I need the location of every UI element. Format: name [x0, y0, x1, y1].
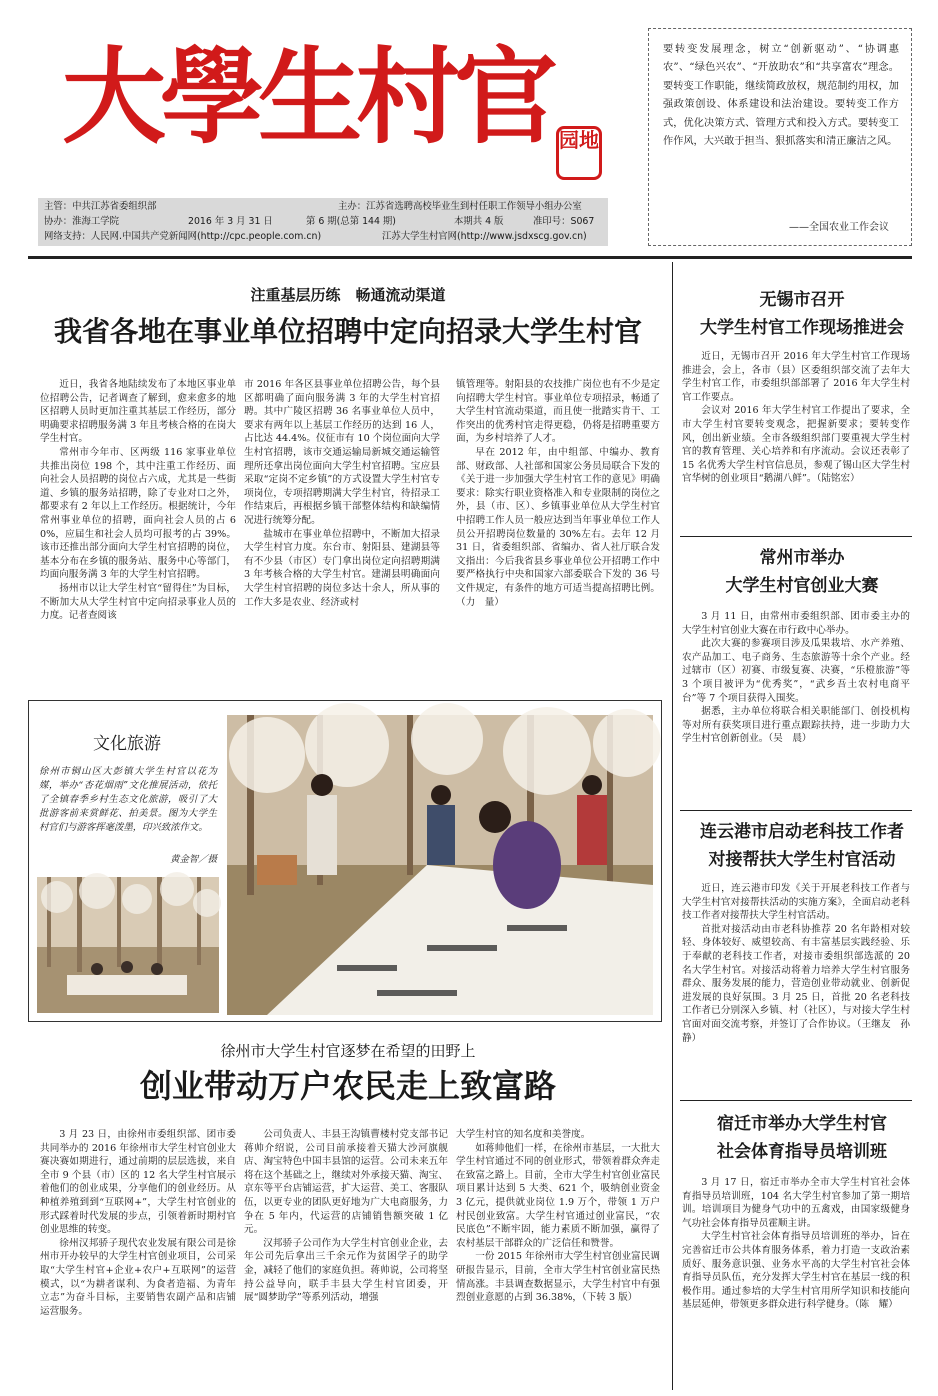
- info-network: 网络支持：人民网.中国共产党新闻网(http://cpc.people.com.cn): [44, 231, 322, 242]
- info-issue: 第 6 期(总第 144 期): [306, 216, 396, 227]
- lead-col2-p2: 盐城市在事业单位招聘中，不断加大招录大学生村官力度。东台市、射阳县、建湖县等有不少县（市区）专门拿出岗位定向招聘期满 3 年考核合格的大学生村官。建湖县明确面向大学生村官招聘的岗位多达十余人，所从事的工作大多是农业、经济或村: [244, 528, 440, 608]
- sidebar-divider: [672, 262, 673, 1390]
- lead-col-2: [244, 378, 440, 690]
- sidebar-2-p2: 此次大赛的参赛项目涉及瓜果栽培、水产养殖、农产品加工、电子商务、生态旅游等十余个产业。经过辖市（区）初赛、市级复赛、决赛，“乐橙旅游”等 3 个项目被评为“优秀奖”，“武乡吾土农村电商平台”等 7 个项目获得入围奖。: [682, 638, 910, 704]
- photo-feature: [28, 700, 662, 1022]
- info-organizer: 主办：江苏省选聘高校毕业生到村任职工作领导小组办公室: [338, 201, 582, 212]
- photo-caption: 徐州市铜山区大彭镇大学生村官以花为媒，举办“杏花烟雨”文化推展活动，依托了全镇春季乡村生态文化旅游，吸引了大批游客前来赏鲜花、拍美景。图为大学生村官们与游客挥毫泼墨，印兴致浓作文。: [39, 766, 217, 833]
- sidebar-4-title-2: 社会体育指导员培训班: [717, 1142, 887, 1162]
- info-date: 2016 年 3 月 31 日: [188, 216, 273, 227]
- lead-col-3: [456, 378, 660, 690]
- sidebar-2-p3: 据悉，主办单位将联合相关职能部门、创投机构等对所有获奖项目进行重点跟踪扶持，进一步助力大学生村官创新创业。（吴 晨）: [682, 706, 910, 745]
- sidebar-2-title-1: 常州市举办: [759, 548, 845, 568]
- quote-source: ——全国农业工作会议: [789, 222, 889, 233]
- second-col-2: [244, 1128, 448, 1388]
- second-col1-p1: 3 月 23 日，由徐州市委组织部、团市委共同举办的 2016 年徐州市大学生村官创业大赛决赛如期进行，通过前期的层层选拔，来自全市 9 个县（市）区的 12 名大学生村官展示着他们的创业成果，分享他们的创业经历。从种植养殖到到“互联网+”，大学生村官创业的形式踩着时代发展的步点，引领着新时期村官创业思维的转变。: [40, 1129, 236, 1236]
- info-reg: 准印号：S067: [533, 216, 595, 227]
- second-col3-p2: 如蒋帅他们一样，在徐州市基层，一大批大学生村官通过不同的创业形式，带领着群众奔走在致富之路上。目前，全市大学生村官创业富民项目累计达到 5 大类、621 个，吸纳创业资金 3 亿元，提供就业岗位 1.9 万个，带领 1 万户村民创业致富。大学生村官通过创业富民，“农民底色”不断牢固，能力素质不断加强，赢得了农村基层干部群众的广泛信任和赞誉。: [456, 1142, 660, 1249]
- photo-title: 文化旅游: [93, 734, 161, 754]
- info-pages: 本期共 4 版: [454, 216, 504, 227]
- small-photo: [37, 877, 219, 1013]
- sidebar-3-p1: 近日，连云港市印发《关于开展老科技工作者与大学生村官对接帮扶活动的实施方案》，全面启动老科技工作者对接帮扶大学生村官活动。: [682, 883, 910, 922]
- sidebar-3-title-1: 连云港市启动老科技工作者: [700, 822, 904, 842]
- second-col-1: [40, 1128, 236, 1388]
- info-co-organizer: 协办：淮海工学院: [44, 216, 120, 227]
- sidebar-rule-1: [680, 536, 912, 537]
- lead-col2-p1: 市 2016 年各区县事业单位招聘公告，每个县区都明确了面向服务满 3 年的大学生村官招聘。其中广陵区招聘 36 名事业单位人员中，要求有两年以上基层工作经历的达到 16 人，占比达 44.4%。仪征市有 10 个岗位面向大学生村官招聘，该市交通运输局新城交通运输管理所还拿出岗位面向大学生村官招聘。宝应县采取“定岗不定乡镇”的方式设置大学生村官专项岗位，专项招聘期满大学生村官，待招录工作结束后，再根据乡镇干部整体结构和缺编情况进行统筹分配。: [244, 379, 440, 526]
- small-photo-image: [37, 877, 219, 1013]
- second-col2-p1: 公司负责人、丰县王沟镇曹楼村党支部书记蒋帅介绍说，公司目前承接着天猫大沙河旗舰店、淘宝特色中国丰县馆的运营。公司未来五年将在这个基础之上，继续对外承接天猫、淘宝、京东等平台店铺运营，扩大运营、美工、客服队伍，以更专业的团队更好地为广大电商服务，力争在 5 年内，代运营的店铺销售额突破 1 亿元。: [244, 1129, 448, 1236]
- sidebar-1-title-1: 无锡市召开: [759, 290, 845, 310]
- sidebar-3-body: [682, 882, 920, 1096]
- sidebar-3-p2: 首批对接活动由市老科协推荐 20 名年龄相对较轻、身体较好、威望较高、有丰富基层实践经验、乐于奉献的老科技工作者，对接市委组织部选派的 20 名大学生村官。对接活动将着力培养大学生村官服务群众、服务发展的能力，营造创业带动就业、创新促进发展的良好氛围。3 月 25 日，首批 20 名老科技工作者已分别深入乡镇、村（社区），与对接大学生村官面对面交流考察，并签订了合作协议。（王继友 孙 静）: [682, 923, 920, 1044]
- lead-col3-p2: 早在 2012 年，由中组部、中编办、教育部、财政部、人社部和国家公务员局联合下发的《关于进一步加强大学生村官工作的意见》明确要求：除实行职业资格准入和专业限制的岗位之外，县（市、区）、乡镇事业单位从大学生村官中招聘工作人员一般应达到当年事业单位工作人员公开招聘岗位数量的 30%左右。去年 12 月 31 日，省委组织部、省编办、省人社厅联合发文指出：今后我省县乡事业单位公开招聘工作中要严格执行中央和国家六部委联合下发的 36 号文件规定，有条件的地方可适当提高招聘比例。（力 量）: [456, 446, 660, 608]
- quote-text: 要转变发展理念，树立“创新驱动”、“协调惠农”、“绿色兴农”、“开放助农”和“共享富农”理念。要转变工作职能，继续简政放权，规范制约用权，加强政策创设、体系建设和法治建设。要转变工作方式，优化决策方式、管理方式和投入方式。要转变工作作风，大兴敢于担当、狠抓落实和清正廉洁之风。: [663, 44, 899, 148]
- top-rule: [28, 256, 912, 259]
- sidebar-rule-2: [680, 810, 912, 811]
- lead-col-1: [40, 378, 236, 690]
- second-col2-p2: 汉邦骄子公司作为大学生村官创业企业，去年公司先后拿出三千余元作为贫困学子的助学金，减轻了他们的家庭负担。蒋帅说，公司将坚持公益导向，联手丰县大学生村官团委，开展“圆梦助学”等系列活动，增强: [244, 1237, 448, 1304]
- sidebar-1-body: [682, 350, 910, 532]
- lead-col3-p1: 镇管理等。射阳县的农技推广岗位也有不少是定向招聘大学生村官。事业单位专项招录，畅通了大学生村官流动渠道，而且使一批踏实肯干、工作突出的优秀村官走得更稳，仍将是招聘重要方面，为乡村培养了人才。: [456, 379, 660, 445]
- lead-headline: 我省各地在事业单位招聘中定向招录大学生村官: [53, 315, 642, 348]
- second-col-3: [456, 1128, 660, 1388]
- sidebar-3-title-2: 对接帮扶大学生村官活动: [708, 850, 896, 870]
- sidebar-1-p1: 近日，无锡市召开 2016 年大学生村官工作现场推进会，会上，各市（县）区委组织部交流了去年大学生村官工作，市委组织部部署了 2016 年大学生村官工作要点。: [682, 351, 910, 403]
- sidebar-1-title-2: 大学生村官工作现场推进会: [700, 318, 904, 338]
- masthead-seal: 园地: [556, 126, 602, 180]
- lead-kicker: 注重基层历练 畅通流动渠道: [250, 286, 446, 304]
- sidebar-1-p2: 会议对 2016 年大学生村官工作提出了要求，全市大学生村官要转变观念，把握新要求；要转变作风，创出新业绩。全市各级组织部门要重视大学生村官的教育管理、关心培养和有序流动。会议还表彰了 15 名优秀大学生村官信息员，参观了锡山区大学生村官华树的创业项目“鹅湖八鲜”。（陆铭宏）: [682, 405, 910, 485]
- second-col1-p2: 徐州汉邦骄子现代农业发展有限公司是徐州市开办较早的大学生村官创业项目，公司采取“大学生村官+企业+农户+互联网”的运营模式，以“为耕者谋利、为食者造福、为青年立志”为奋斗目标，主要销售农副产品和店铺运营服务。: [40, 1237, 236, 1317]
- second-col3-p3: 一份 2015 年徐州市大学生村官创业富民调研报告显示，目前，全市大学生村官创业富民热情高涨。丰县调查数据显示，大学生村官中有强烈创业意愿的占到 36.38%，（下转 3 版）: [456, 1251, 660, 1304]
- sidebar-2-title-2: 大学生村官创业大赛: [725, 576, 879, 596]
- second-headline: 创业带动万户农民走上致富路: [139, 1067, 556, 1105]
- lead-col1-p1: 近日，我省各地陆续发布了本地区事业单位招聘公告，记者调查了解到，愈来愈多的地区招聘人员时更加注重其基层工作经历，部分明确要求招聘服务满 3 年且考核合格的在岗大学生村官。: [40, 379, 236, 445]
- sidebar-4-p2: 大学生村官社会体育指导员培训班的举办，旨在完善宿迁市公共体育服务体系，着力打造一支政治素质好、服务意识强、业务水平高的大学生村官社会体育指导员队伍，充分发挥大学生村官在基层一线的积极作用。通过参培的大学生村官用所学知识和技能向基层延伸，带领更多群众进行科学健身。（陈 耀）: [682, 1231, 910, 1311]
- second-col3-p1: 大学生村官的知名度和美誉度。: [456, 1129, 591, 1140]
- info-bar: [38, 198, 608, 246]
- large-photo-image: [227, 715, 653, 1015]
- sidebar-rule-3: [680, 1100, 912, 1101]
- lead-col1-p2: 常州市今年市、区两级 116 家事业单位共推出岗位 198 个，其中注重工作经历、面向社会人员招聘的岗位占六成，尤其是一些街道、乡镇的服务站招聘，除了专业对口之外，都要求有 2 年以上工作经历。根据统计，今年常州事业单位的招聘，面向社会人员的占 60%，应届生和社会人员均可报考的占 39%。该市还推出部分面向大学生村官招聘的岗位，基本分布在乡镇的服务站、服务中心等部门，均面向服务满 3 年的大学生村官招聘。: [40, 446, 236, 581]
- photo-credit: 黄金智／摄: [170, 854, 217, 865]
- large-photo: [227, 715, 653, 1015]
- sidebar-4-body: [682, 1176, 910, 1388]
- second-kicker: 徐州市大学生村官逐梦在希望的田野上: [220, 1042, 476, 1060]
- sidebar-2-p1: 3 月 11 日，由常州市委组织部、团市委主办的大学生村官创业大赛在市行政中心举办。: [682, 611, 910, 636]
- sidebar-4-p1: 3 月 17 日，宿迁市举办全市大学生村官社会体育指导员培训班，104 名大学生村官参加了第一期培训。培训项目为健身气功中的五禽戏，由国家级健身气功社会体育指导员霍顺主讲。: [682, 1177, 910, 1229]
- sidebar-2-body: [682, 610, 910, 806]
- sidebar-4-title-1: 宿迁市举办大学生村官: [717, 1114, 887, 1134]
- lead-col1-p3: 扬州市以让大学生村官“留得住”为目标，不断加大从大学生村官中定向招录事业人员的力度。记者查阅该: [40, 582, 236, 622]
- info-site: 江苏大学生村官网(http://www.jsdxscg.gov.cn): [382, 231, 587, 242]
- quote-box: [648, 28, 912, 246]
- info-sponsor: 主管：中共江苏省委组织部: [44, 201, 157, 212]
- masthead-title: 大學生村官: [62, 35, 553, 158]
